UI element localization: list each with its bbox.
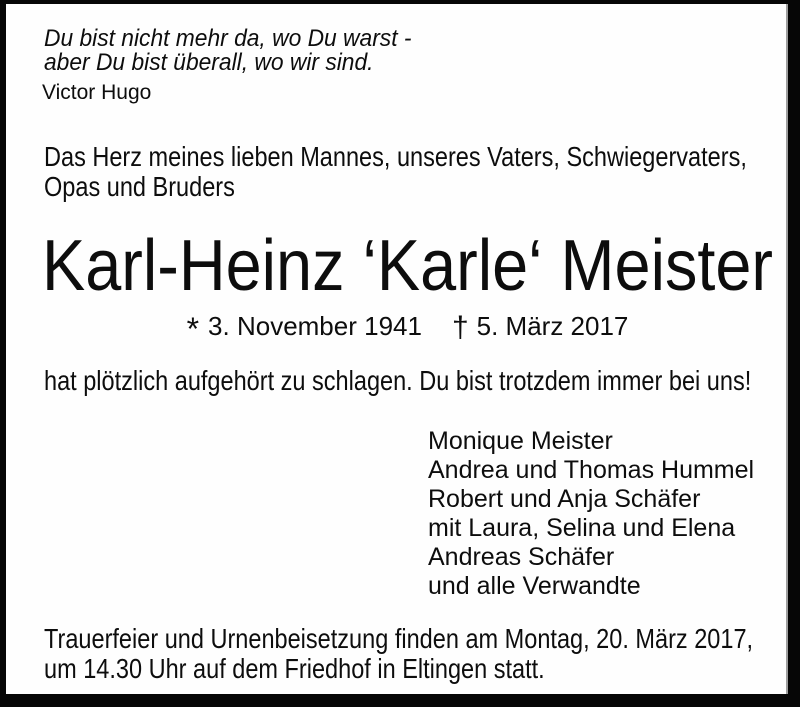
funeral-info [44,624,753,684]
intro-text [44,142,747,202]
mourner-name: Andrea und Thomas Hummel [428,456,755,484]
birth-date-text: 3. November 1941 [208,311,422,341]
death-date [451,311,629,344]
birth-star-icon: * [186,311,200,347]
intro-line-1: Das Herz meines lieben Mannes, unseres Vaters, Schwiegervaters, [44,141,747,172]
mourner-name: Monique Meister [428,427,613,455]
quote-attribution: Victor Hugo [42,81,152,104]
mourner-name: Robert und Anja Schäfer [428,485,701,513]
funeral-line-2: um 14.30 Uhr auf dem Friedhof in Eltingen statt. [44,653,545,684]
notice-panel [6,4,788,694]
mourner-name: und alle Verwandte [428,572,641,600]
death-date-text: 5. März 2017 [476,311,629,341]
intro-line-2: Opas und Bruders [44,171,235,202]
farewell-message: hat plötzlich aufgehört zu schlagen. Du bist trotzdem immer bei uns! [44,365,752,396]
funeral-line-1: Trauerfeier und Urnenbeisetzung finden am Montag, 20. März 2017, [44,623,754,654]
quote-line-1: Du bist nicht mehr da, wo Du warst - [44,25,412,52]
death-cross-icon: † [451,311,469,344]
mourner-name: Andreas Schäfer [428,543,615,571]
deceased-name: Karl-Heinz ‘Karle‘ Meister [42,226,773,306]
memorial-quote [44,27,411,75]
mourners-list [428,427,754,601]
mourner-name: mit Laura, Selina und Elena [428,514,736,542]
life-dates [44,308,771,347]
birth-date [186,311,422,347]
quote-line-2: aber Du bist überall, wo wir sind. [44,49,374,76]
